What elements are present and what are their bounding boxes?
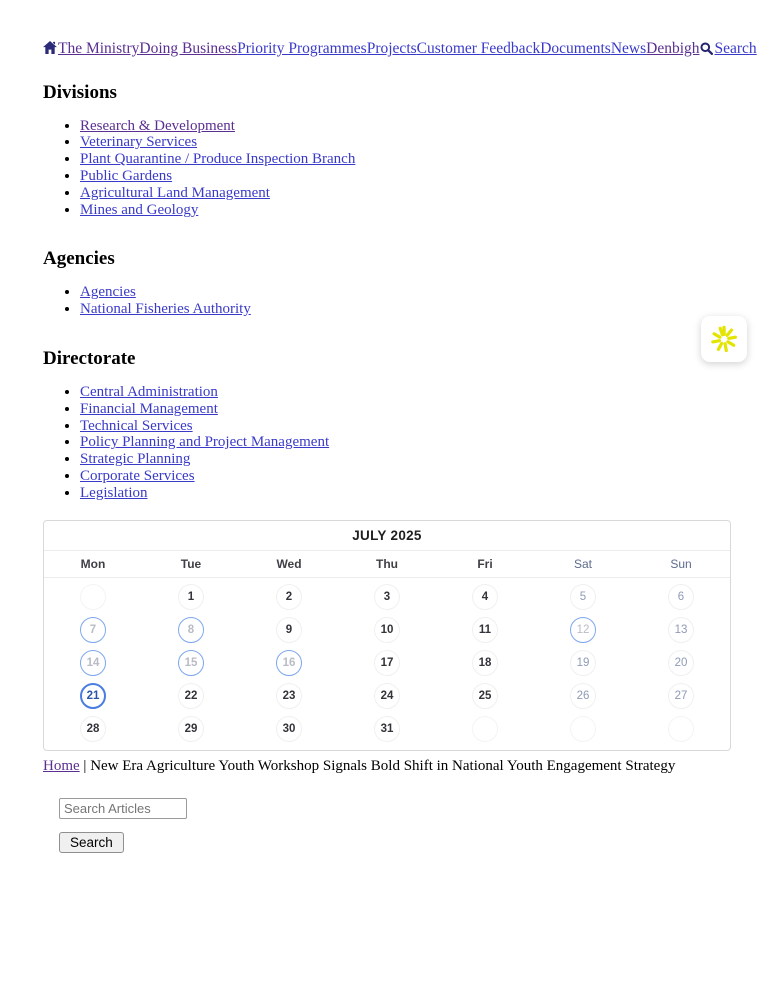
link-policy-planning-and-project-management[interactable]: Policy Planning and Project Management [80, 434, 330, 451]
home-icon[interactable] [43, 41, 57, 54]
accessibility-widget-button[interactable] [701, 316, 747, 362]
nav-link-doing-business[interactable]: Doing Business [139, 40, 238, 57]
calendar-week-row [44, 647, 730, 680]
section-list-directorate [43, 384, 731, 502]
list-item [80, 451, 731, 468]
search-button[interactable]: Search [59, 832, 124, 853]
calendar-cell [240, 683, 338, 709]
nav-search-link[interactable] [700, 40, 757, 57]
calendar-day-15[interactable]: 15 [178, 650, 204, 676]
calendar-day-31[interactable]: 31 [374, 716, 400, 742]
calendar-empty-day [80, 584, 106, 610]
calendar-cell [338, 683, 436, 709]
calendar-day-13[interactable]: 13 [668, 617, 694, 643]
list-item [80, 202, 731, 219]
calendar-day-22[interactable]: 22 [178, 683, 204, 709]
calendar-cell [338, 650, 436, 676]
list-item [80, 118, 731, 135]
calendar-day-headers [44, 551, 730, 578]
events-calendar [43, 520, 731, 751]
asterisk-spinner-icon [709, 324, 739, 354]
nav-link-customer-feedback[interactable]: Customer Feedback [416, 40, 541, 57]
calendar-day-7[interactable]: 7 [80, 617, 106, 643]
calendar-cell [436, 650, 534, 676]
calendar-cell [534, 584, 632, 610]
article-search-form [59, 798, 731, 853]
day-header-sat: Sat [573, 556, 592, 571]
calendar-day-4[interactable]: 4 [472, 584, 498, 610]
calendar-day-30[interactable]: 30 [276, 716, 302, 742]
calendar-cell [632, 716, 730, 742]
link-legislation[interactable]: Legislation [80, 484, 148, 501]
link-central-administration[interactable]: Central Administration [80, 383, 218, 400]
calendar-day-14[interactable]: 14 [80, 650, 106, 676]
calendar-day-26[interactable]: 26 [570, 683, 596, 709]
link-agencies[interactable]: Agencies [80, 284, 136, 301]
calendar-day-28[interactable]: 28 [80, 716, 106, 742]
link-national-fisheries-authority[interactable]: National Fisheries Authority [80, 301, 251, 318]
calendar-cell [534, 716, 632, 742]
day-header-thu: Thu [376, 556, 398, 571]
calendar-day-3[interactable]: 3 [374, 584, 400, 610]
list-item [80, 151, 731, 168]
calendar-cell [436, 683, 534, 709]
calendar-cell [436, 716, 534, 742]
calendar-cell [534, 650, 632, 676]
calendar-cell [44, 683, 142, 709]
calendar-cell [44, 650, 142, 676]
link-financial-management[interactable]: Financial Management [80, 400, 218, 417]
list-item [80, 434, 731, 451]
calendar-empty-day [472, 716, 498, 742]
search-icon[interactable] [700, 42, 713, 55]
list-item [80, 301, 731, 318]
top-nav [43, 40, 757, 59]
calendar-empty-day [668, 716, 694, 742]
list-item [80, 468, 731, 485]
article-bar [43, 757, 731, 777]
section-list-agencies [43, 284, 731, 318]
calendar-day-8[interactable]: 8 [178, 617, 204, 643]
section-title-agencies: Agencies [43, 248, 115, 270]
nav-search-label[interactable]: Search [714, 40, 757, 57]
nav-link-denbigh[interactable]: Denbigh [646, 40, 700, 57]
calendar-week-row [44, 581, 730, 614]
calendar-cell [338, 584, 436, 610]
calendar-cell [534, 617, 632, 643]
home-link[interactable] [43, 40, 58, 57]
link-plant-quarantine-produce-inspection-branch[interactable]: Plant Quarantine / Produce Inspection Branch [80, 151, 356, 168]
calendar-cell [632, 584, 730, 610]
calendar-empty-day [570, 716, 596, 742]
calendar-day-5[interactable]: 5 [570, 584, 596, 610]
calendar-grid [44, 578, 730, 750]
section-title-divisions: Divisions [43, 81, 117, 103]
nav-link-projects[interactable]: Projects [366, 40, 417, 57]
calendar-title: JULY 2025 [44, 521, 730, 551]
calendar-cell [338, 617, 436, 643]
calendar-cell [436, 617, 534, 643]
calendar-cell [632, 650, 730, 676]
calendar-day-10[interactable]: 10 [374, 617, 400, 643]
calendar-cell [534, 683, 632, 709]
calendar-cell [44, 716, 142, 742]
article-title: New Era Agriculture Youth Workshop Signals Bold Shift in National Youth Engagement Strategy [90, 757, 676, 774]
calendar-cell [632, 617, 730, 643]
calendar-cell [142, 650, 240, 676]
calendar-day-29[interactable]: 29 [178, 716, 204, 742]
calendar-week-row [44, 713, 730, 746]
section-title-directorate: Directorate [43, 347, 136, 369]
list-item [80, 284, 731, 301]
calendar-day-25[interactable]: 25 [472, 683, 498, 709]
calendar-day-17[interactable]: 17 [374, 650, 400, 676]
link-corporate-services[interactable]: Corporate Services [80, 467, 195, 484]
link-research-development[interactable]: Research & Development [80, 117, 235, 134]
day-header-fri: Fri [477, 556, 493, 571]
calendar-cell [240, 650, 338, 676]
link-strategic-planning[interactable]: Strategic Planning [80, 451, 191, 468]
nav-link-news[interactable]: News [610, 40, 647, 57]
day-header-wed: Wed [276, 556, 302, 571]
home-breadcrumb-link[interactable]: Home [43, 757, 80, 774]
calendar-day-27[interactable]: 27 [668, 683, 694, 709]
list-item [80, 401, 731, 418]
calendar-cell [142, 617, 240, 643]
calendar-day-20[interactable]: 20 [668, 650, 694, 676]
nav-link-the-ministry[interactable]: The Ministry [58, 40, 140, 57]
calendar-cell [338, 716, 436, 742]
calendar-day-18[interactable]: 18 [472, 650, 498, 676]
link-agricultural-land-management[interactable]: Agricultural Land Management [80, 184, 270, 201]
list-item [80, 168, 731, 185]
calendar-cell [436, 584, 534, 610]
nav-link-documents[interactable]: Documents [540, 40, 611, 57]
calendar-cell [142, 683, 240, 709]
calendar-day-24[interactable]: 24 [374, 683, 400, 709]
calendar-day-23[interactable]: 23 [276, 683, 302, 709]
nav-links [58, 40, 700, 57]
calendar-cell [44, 584, 142, 610]
nav-link-priority-programmes[interactable]: Priority Programmes [237, 40, 367, 57]
calendar-week-row [44, 614, 730, 647]
list-item [80, 485, 731, 502]
link-public-gardens[interactable]: Public Gardens [80, 167, 173, 184]
calendar-day-11[interactable]: 11 [472, 617, 498, 643]
calendar-day-2[interactable]: 2 [276, 584, 302, 610]
day-header-mon: Mon [80, 556, 106, 571]
calendar-day-16[interactable]: 16 [276, 650, 302, 676]
calendar-day-12[interactable]: 12 [570, 617, 596, 643]
separator: | [83, 757, 87, 774]
calendar-day-6[interactable]: 6 [668, 584, 694, 610]
calendar-day-1[interactable]: 1 [178, 584, 204, 610]
section-list-divisions [43, 118, 731, 219]
link-technical-services[interactable]: Technical Services [80, 417, 193, 434]
day-header-tue: Tue [180, 556, 202, 571]
calendar-cell [142, 716, 240, 742]
calendar-day-19[interactable]: 19 [570, 650, 596, 676]
calendar-cell [44, 617, 142, 643]
search-articles-input[interactable] [59, 798, 187, 819]
list-item [80, 418, 731, 435]
calendar-cell [142, 584, 240, 610]
calendar-cell [240, 617, 338, 643]
calendar-day-9[interactable]: 9 [276, 617, 302, 643]
list-item [80, 185, 731, 202]
day-header-sun: Sun [670, 556, 692, 571]
link-veterinary-services[interactable]: Veterinary Services [80, 134, 198, 151]
link-mines-and-geology[interactable]: Mines and Geology [80, 201, 199, 218]
calendar-cell [240, 584, 338, 610]
list-item [80, 134, 731, 151]
calendar-cell [240, 716, 338, 742]
link-sections [43, 82, 731, 502]
calendar-week-row [44, 680, 730, 713]
calendar-cell [632, 683, 730, 709]
list-item [80, 384, 731, 401]
calendar-day-21[interactable]: 21 [80, 683, 106, 709]
